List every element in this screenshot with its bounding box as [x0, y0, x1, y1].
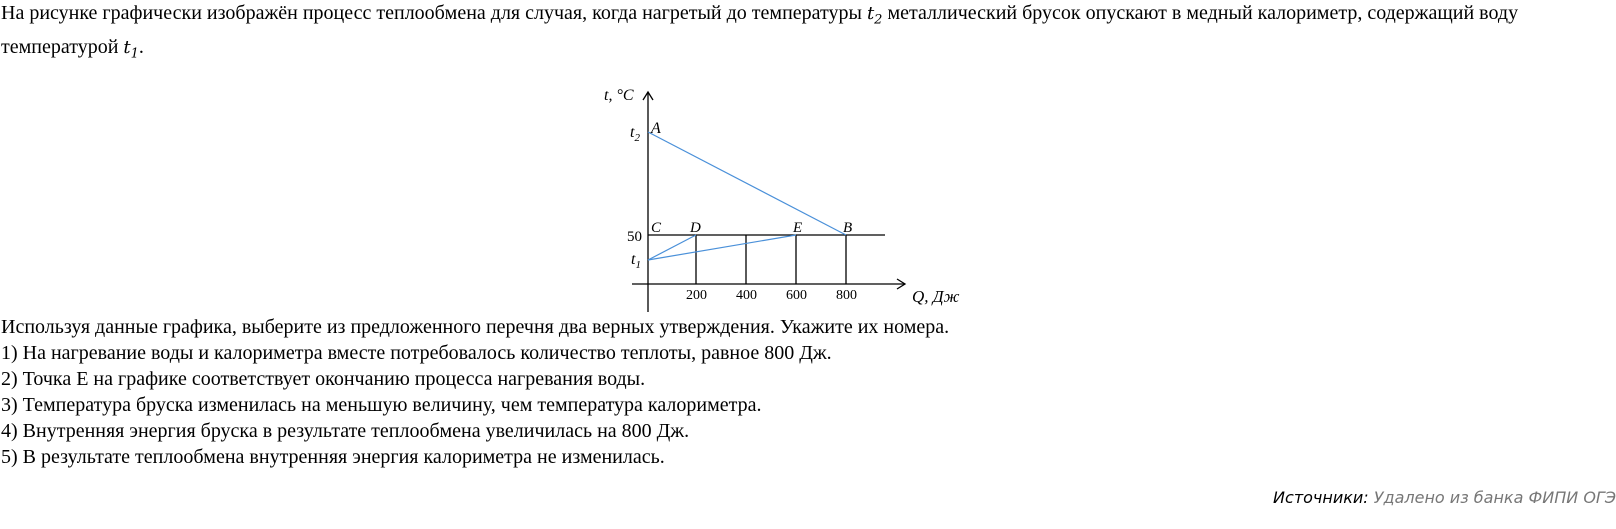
x-axis-label: Q, Дж [912, 287, 960, 306]
source-attribution [1273, 488, 1616, 507]
problem-intro: На рисунке графически изображён процесс теплообмена для случая, когда нагретый до температуры $t_2$ металлический брусок опускают в медный калориметр, содержащий воду температурой $t_1$. [1, 2, 1519, 62]
point-C: C [651, 220, 662, 236]
y-label-t2: $t_2$ [630, 124, 640, 144]
source-label: Источники: [1273, 488, 1369, 507]
intro-text-2: металлический брусок опускают в медный калориметр, содержащий воду температурой [1, 2, 1519, 58]
answer-option-4: 4) Внутренняя энергия бруска в результате теплообмена увеличилась на 800 Дж. [1, 420, 690, 442]
line-AB [648, 132, 846, 235]
questions-block [1, 314, 949, 470]
var-t2: $t_2$ [866, 3, 883, 28]
point-D: D [690, 220, 701, 236]
answer-option-3: 3) Температура бруска изменилась на меньшую величину, чем температура калориметра. [1, 394, 762, 416]
intro-text-1: На рисунке графически изображён процесс теплообмена для случая, когда нагретый до температуры [1, 2, 867, 24]
source-value: Удалено из банка ФИПИ ОГЭ [1373, 488, 1616, 507]
answer-option-2: 2) Точка E на графике соответствует окончанию процесса нагревания воды. [1, 368, 646, 390]
y-label-50: 50 [627, 229, 642, 245]
answer-option-5: 5) В результате теплообмена внутренняя энергия калориметра не изменилась. [1, 446, 665, 468]
y-axis-label: t, °C [604, 87, 634, 104]
point-B: B [843, 220, 853, 236]
point-A: A [651, 120, 661, 137]
y-label-t1: $t_1$ [631, 251, 641, 271]
x-tick-400: 400 [736, 288, 757, 303]
x-tick-800: 800 [836, 288, 857, 303]
var-t1: $t_1$ [123, 36, 139, 62]
answer-option-1: 1) На нагревание воды и калориметра вместе потребовалось количество теплоты, равное 800 Дж. [1, 342, 832, 364]
heat-exchange-chart [590, 80, 980, 315]
x-tick-200: 200 [686, 288, 707, 303]
point-E: E [793, 220, 803, 236]
x-tick-600: 600 [786, 288, 807, 303]
question-prompt: Используя данные графика, выберите из предложенного перечня два верных утверждения. Укажите их номера. [1, 316, 950, 338]
line-t1-E [648, 235, 796, 260]
